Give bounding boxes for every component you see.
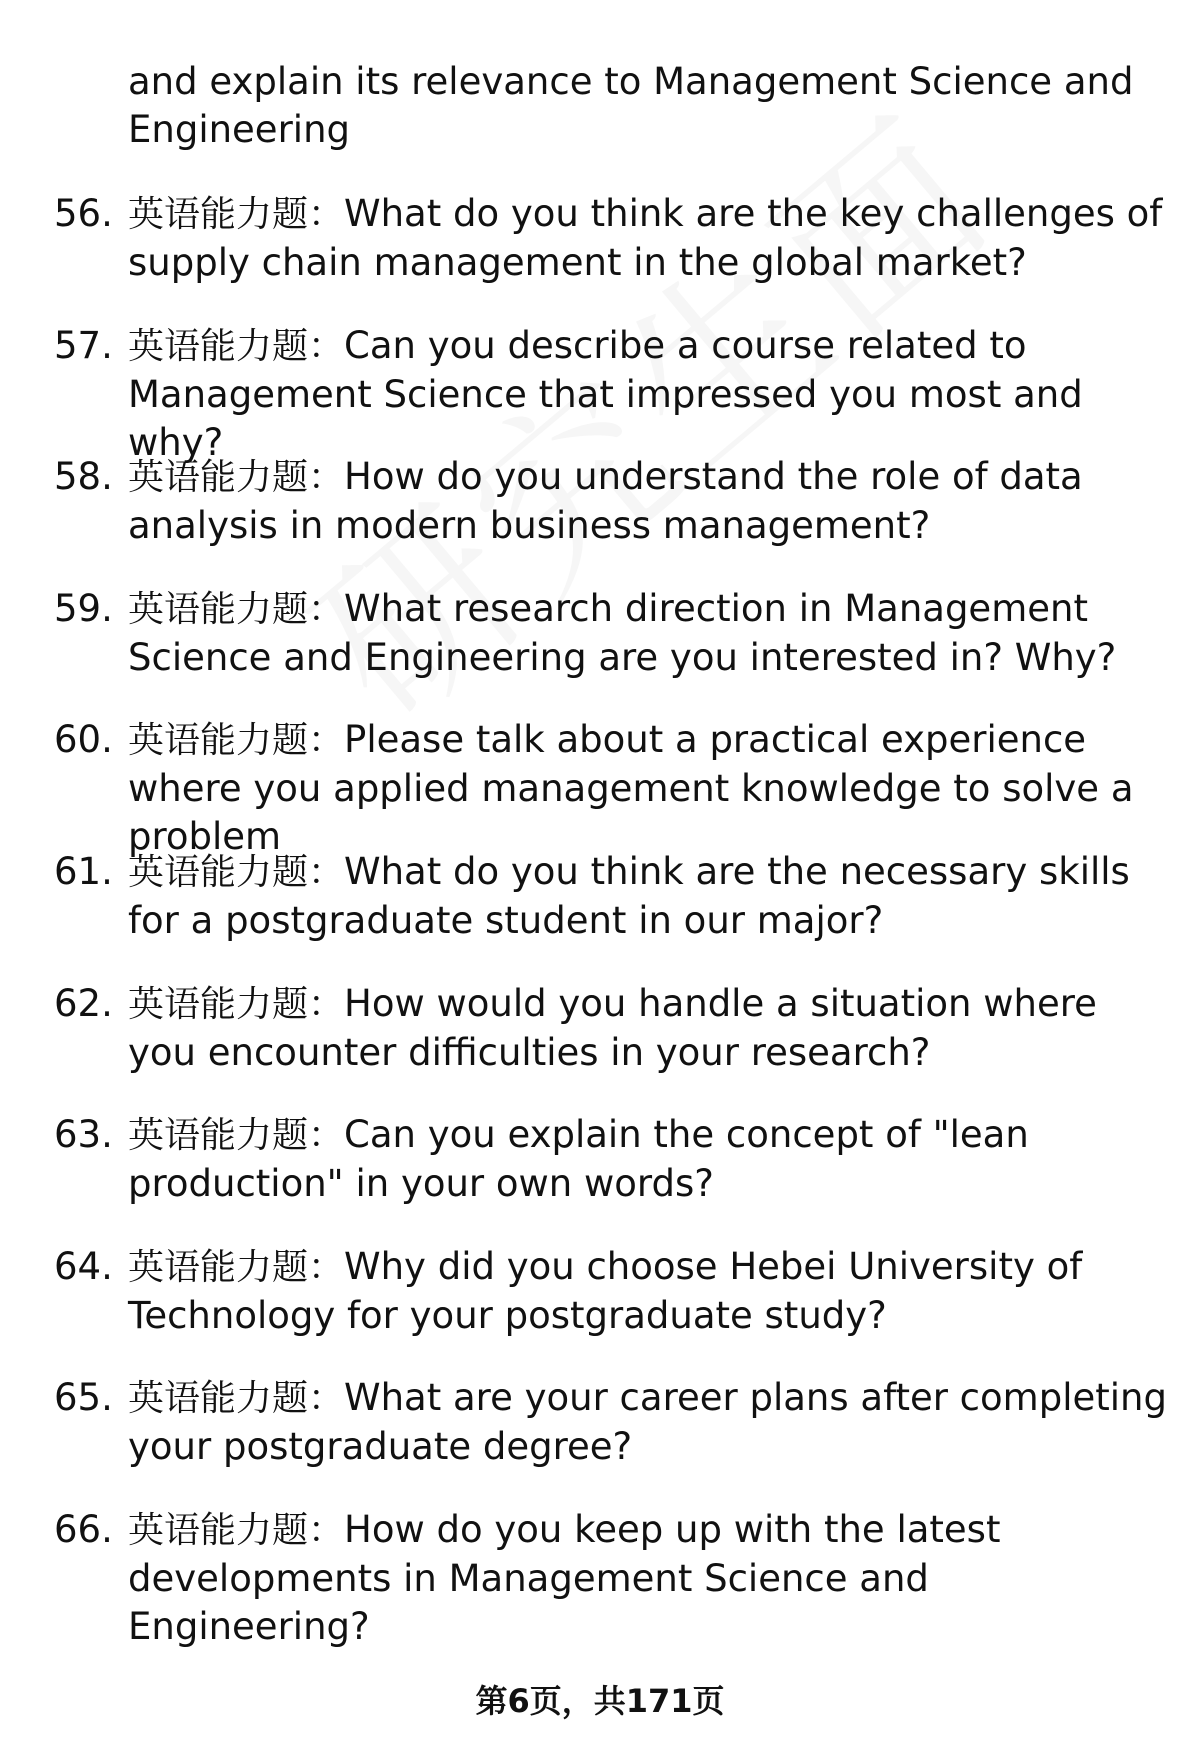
question-number: 62.: [54, 981, 113, 1025]
question-number: 57.: [54, 323, 113, 367]
question-label: 英语能力题：: [128, 1246, 345, 1288]
page-footer: 第6页，共171页: [475, 1682, 725, 1720]
question-text: How would you handle a situation where you encounter difficulties in your research?: [128, 981, 1097, 1074]
question-number: 60.: [54, 718, 113, 762]
question-item: [0, 1111, 1200, 1243]
question-text: Why did you choose Hebei University of Technology for your postgraduate study?: [128, 1244, 1083, 1337]
question-item: [0, 1374, 1200, 1506]
question-label: 英语能力题：: [128, 720, 345, 762]
question-text: How do you keep up with the latest developments in Management Science and Engineering?: [128, 1507, 1001, 1648]
question-label: 英语能力题：: [128, 325, 345, 367]
continuation-text: and explain its relevance to Management Science and Engineering: [128, 60, 1134, 151]
question-list: [0, 190, 1200, 1648]
question-text: How do you understand the role of data analysis in modern business management?: [128, 455, 1083, 548]
question-label: 英语能力题：: [128, 588, 345, 630]
question-text-block: [128, 1506, 1173, 1651]
question-item: [0, 848, 1200, 980]
question-text-block: [128, 848, 1173, 945]
question-item: [0, 1506, 1200, 1648]
question-item: [0, 322, 1200, 464]
question-number: 65.: [54, 1376, 113, 1420]
question-text-block: [128, 1374, 1173, 1471]
question-number: 66.: [54, 1507, 113, 1551]
question-item: [0, 1243, 1200, 1375]
question-text: Please talk about a practical experience where you applied management knowledge to solve a problem: [128, 718, 1134, 859]
question-item: [0, 585, 1200, 717]
question-label: 英语能力题：: [128, 457, 345, 499]
question-label: 英语能力题：: [128, 983, 345, 1025]
question-text-block: [128, 1111, 1173, 1208]
question-item: [0, 453, 1200, 585]
question-number: 58.: [54, 455, 113, 499]
question-item: [0, 716, 1200, 859]
question-text-block: [128, 716, 1173, 861]
question-label: 英语能力题：: [128, 851, 345, 893]
question-text-block: [128, 322, 1173, 467]
question-number: 56.: [54, 192, 113, 235]
question-text: What do you think are the necessary skills for a postgraduate student in our major?: [128, 849, 1130, 942]
question-number: 59.: [54, 586, 113, 630]
question-text: Can you describe a course related to Management Science that impressed you most and why?: [128, 323, 1083, 464]
question-label: 英语能力题：: [128, 1115, 345, 1157]
question-number: 61.: [54, 849, 113, 893]
question-item: [0, 980, 1200, 1112]
question-label: 英语能力题：: [128, 194, 345, 235]
question-text-block: [128, 980, 1173, 1077]
question-item: [0, 190, 1200, 322]
question-text: What are your career plans after completing your postgraduate degree?: [128, 1376, 1167, 1469]
question-text: What research direction in Management Science and Engineering are you interested in? Why?: [128, 586, 1117, 679]
question-text-block: [128, 453, 1173, 550]
question-text: Can you explain the concept of "lean production" in your own words?: [128, 1113, 1029, 1206]
question-number: 64.: [54, 1244, 113, 1288]
question-text-block: [128, 190, 1173, 287]
question-number: 63.: [54, 1113, 113, 1157]
question-text-block: [128, 1243, 1173, 1340]
question-label: 英语能力题：: [128, 1378, 345, 1420]
question-text-block: [128, 585, 1173, 682]
question-text: What do you think are the key challenges of supply chain management in the global market?: [128, 192, 1163, 284]
question-label: 英语能力题：: [128, 1509, 345, 1551]
